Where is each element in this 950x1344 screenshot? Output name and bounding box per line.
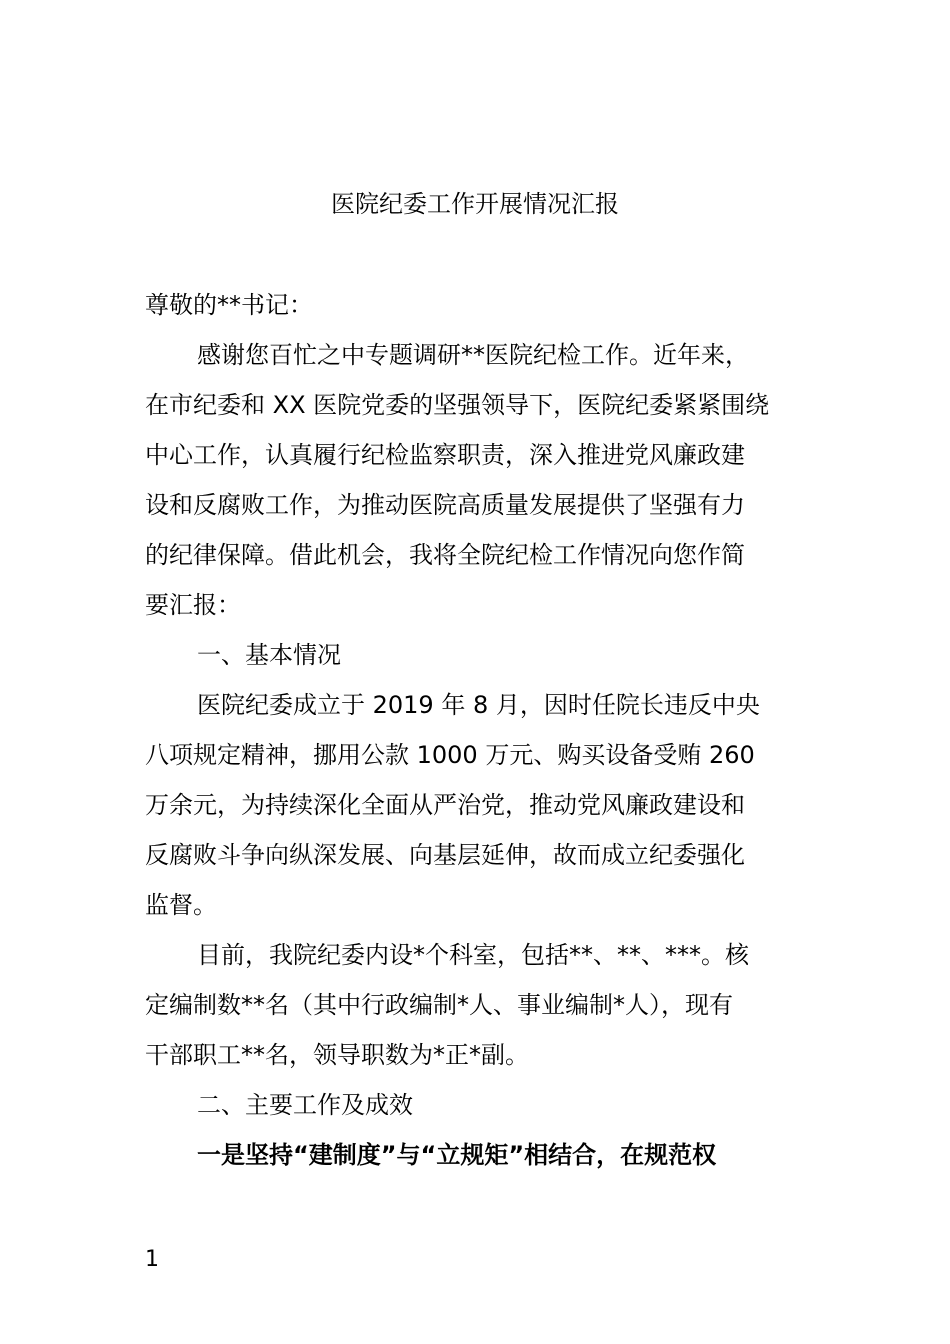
paragraph-line: 定编制数**名（其中行政编制*人、事业编制*人），现有: [145, 991, 733, 1019]
paragraph-line: 医院纪委成立于 2019 年 8 月，因时任院长违反中央: [197, 691, 760, 719]
paragraph-line: 在市纪委和 XX 医院党委的坚强领导下，医院纪委紧紧围绕: [145, 391, 770, 419]
paragraph-line: 干部职工**名，领导职数为*正*副。: [145, 1041, 529, 1069]
paragraph-line: 万余元，为持续深化全面从严治党，推动党风廉政建设和: [145, 791, 745, 819]
paragraph-line: 八项规定精神，挪用公款 1000 万元、购买设备受贿 260: [145, 741, 755, 769]
paragraph-line: 监督。: [145, 891, 217, 919]
bold-subheading-line: 一是坚持“建制度”与“立规矩”相结合，在规范权: [197, 1141, 717, 1169]
paragraph-line: 目前，我院纪委内设*个科室，包括**、**、***。核: [197, 941, 749, 969]
paragraph-line: 感谢您百忙之中专题调研**医院纪检工作。近年来，: [197, 341, 749, 369]
document-title: 医院纪委工作开展情况汇报: [331, 190, 619, 218]
paragraph-line: 中心工作，认真履行纪检监察职责，深入推进党风廉政建: [145, 441, 745, 469]
paragraph-line: 反腐败斗争向纵深发展、向基层延伸，故而成立纪委强化: [145, 841, 745, 869]
section-heading-basic-situation: 一、基本情况: [197, 641, 341, 669]
page-number: 1: [145, 1247, 159, 1272]
document-body: [145, 282, 807, 1182]
paragraph-line: 设和反腐败工作，为推动医院高质量发展提供了坚强有力: [145, 491, 745, 519]
salutation: 尊敬的**书记：: [145, 291, 313, 319]
paragraph-line: 要汇报：: [145, 591, 241, 619]
section-heading-main-work: 二、主要工作及成效: [197, 1091, 413, 1119]
paragraph-line: 的纪律保障。借此机会，我将全院纪检工作情况向您作简: [145, 541, 745, 569]
